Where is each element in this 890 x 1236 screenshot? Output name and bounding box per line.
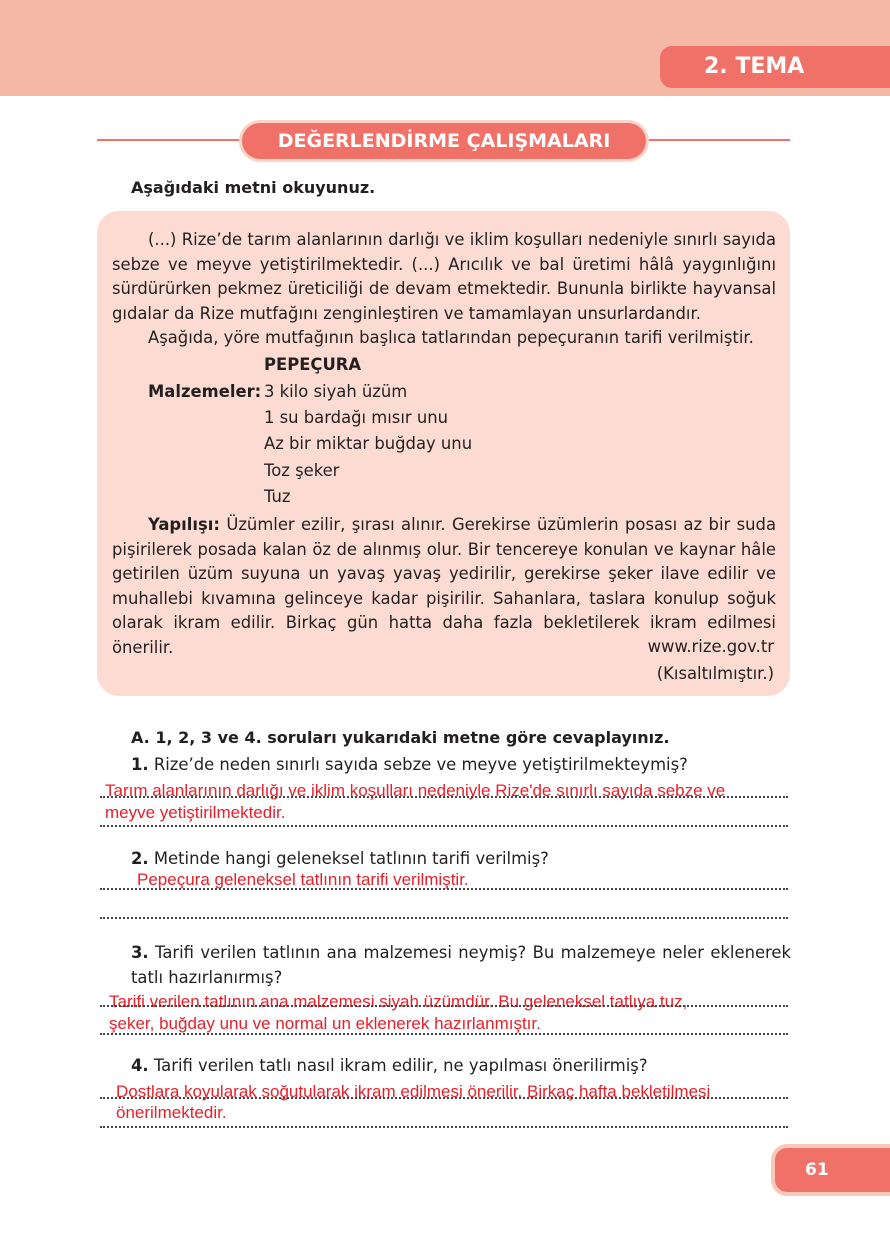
answer-line — [100, 825, 788, 827]
method-label: Yapılışı: — [148, 515, 220, 534]
source-url: www.rize.gov.tr — [647, 637, 774, 656]
answer-4-line-1[interactable]: Dostlara koyularak soğutularak ikram edilmesi önerilir. Birkaç hafta bekletilmesi — [116, 1082, 711, 1101]
questions-heading: A. 1, 2, 3 ve 4. soruları yukarıdaki metne göre cevaplayınız. — [131, 728, 670, 747]
answer-line — [100, 1126, 788, 1128]
answer-line — [100, 1097, 788, 1099]
section-title: DEĞERLENDİRME ÇALIŞMALARI — [242, 123, 646, 159]
question-number: 3. — [131, 943, 149, 962]
answer-1-line-2[interactable]: meyve yetiştirilmektedir. — [105, 803, 286, 822]
ingredient-item: 3 kilo siyah üzüm — [264, 382, 408, 401]
question-number: 4. — [131, 1056, 149, 1075]
ingredients-label: Malzemeler: — [148, 382, 262, 401]
question-number: 2. — [131, 849, 149, 868]
answer-1-line-1[interactable]: Tarım alanlarının darlığı ve iklim koşulları nedeniyle Rize'de sınırlı sayıda sebze ve — [105, 781, 726, 800]
ingredient-item: Az bir miktar buğday unu — [264, 434, 473, 453]
reading-instruction: Aşağıdaki metni okuyunuz. — [131, 178, 376, 197]
answer-line — [100, 796, 788, 798]
ingredient-item: 1 su bardağı mısır unu — [264, 408, 449, 427]
answer-2-line-1[interactable]: Pepeçura geleneksel tatlının tarifi verilmiştir. — [137, 870, 469, 889]
answer-4-line-2[interactable]: önerilmektedir. — [116, 1103, 227, 1122]
answer-line — [100, 1033, 788, 1035]
question-2 — [131, 849, 549, 868]
question-text: Tarifi verilen tatlının ana malzemesi neymiş? Bu malzemeye neler eklenerek tatlı hazırlanırmış? — [131, 943, 791, 987]
paragraph-1 — [112, 228, 776, 326]
paragraph-2 — [112, 326, 776, 351]
theme-tab: 2. TEMA — [660, 46, 890, 88]
paragraph-2-text: Aşağıda, yöre mutfağının başlıca tatlarından pepeçuranın tarifi verilmiştir. — [148, 328, 754, 347]
answer-3-line-1[interactable]: Tarifi verilen tatlının ana malzemesi siyah üzümdür. Bu geleneksel tatlıya tuz, — [109, 992, 688, 1011]
answer-3-line-2[interactable]: şeker, buğday unu ve normal un eklenerek hazırlanmıştır. — [109, 1014, 541, 1033]
recipe-title: PEPEÇURA — [264, 355, 362, 374]
ingredient-item: Toz şeker — [264, 461, 340, 480]
question-3 — [131, 940, 791, 990]
question-text: Metinde hangi geleneksel tatlının tarifi verilmiş? — [153, 849, 549, 868]
question-1 — [131, 755, 688, 774]
question-number: 1. — [131, 755, 149, 774]
shortened-note: (Kısaltılmıştır.) — [656, 664, 774, 683]
ingredient-item: Tuz — [264, 487, 291, 506]
question-4 — [131, 1056, 648, 1075]
question-text: Rize’de neden sınırlı sayıda sebze ve meyve yetiştirilmekteymiş? — [153, 755, 688, 774]
answer-line — [100, 917, 788, 919]
method-text: Üzümler ezilir, şırası alınır. Gerekirse üzümlerin posası az bir suda pişirilerek posada kalan öz de alınmış olur. Bir tencereye konulan ve kaynar hâle getirilen üzüm suyuna un yavaş yavaş yedirilir, gerekirse şeker ilave edilir ve muhallebi kıvamına gelinceye kadar pişirilir. Sahanlara, taslara konulup soğuk olarak ikram edilir. Birkaç gün hatta daha fazla bekletilerek ikram edilmesi önerilir. — [112, 515, 776, 657]
page-number: 61 — [775, 1148, 890, 1192]
question-text: Tarifi verilen tatlı nasıl ikram edilir, ne yapılması önerilirmiş? — [153, 1056, 648, 1075]
answer-line — [100, 1005, 788, 1007]
answer-line — [100, 888, 788, 890]
paragraph-1-text: (...) Rize’de tarım alanlarının darlığı ve iklim koşulları nedeniyle sınırlı sayıda sebze ve meyve yetiştirilmektedir. (...) Arıcılık ve bal üretimi hâlâ yaygınlığını sürdürürken pekmez üreticiliği de devam etmektedir. Bununla birlikte hayvansal gıdalar da Rize mutfağını zenginleştiren ve tamamlayan unsurlardandır. — [112, 230, 776, 323]
